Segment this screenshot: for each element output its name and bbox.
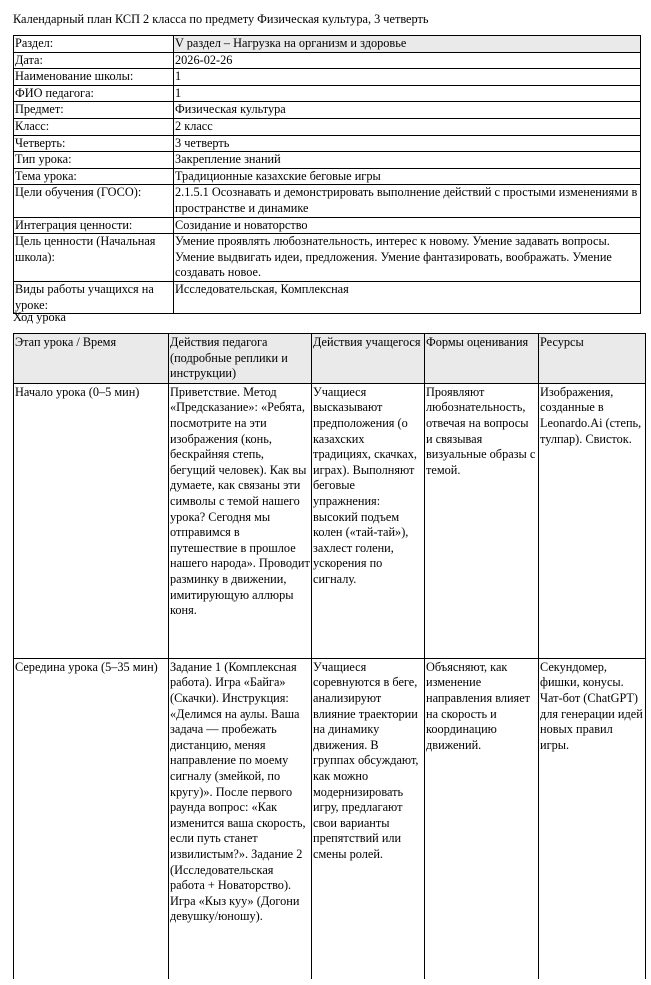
info-value: 3 четверть <box>174 135 641 152</box>
info-label: Цели обучения (ГОСО): <box>14 185 174 217</box>
info-row <box>14 69 641 86</box>
info-row <box>14 217 641 234</box>
info-label: Виды работы учащихся на уроке: <box>14 281 174 313</box>
info-label: Четверть: <box>14 135 174 152</box>
header-cell-assessment: Формы оценивания <box>425 334 539 384</box>
info-row <box>14 281 641 313</box>
table-row <box>14 658 646 979</box>
info-value: Традиционные казахские беговые игры <box>174 168 641 185</box>
info-row <box>14 102 641 119</box>
teacher-actions-cell: Приветствие. Метод «Предсказание»: «Ребята, посмотрите на эти изображения (конь, бескрайняя степь, бегущий человек). Как вы думаете, как связаны эти символы с темой нашего урока? Сегодня мы отправимся в путешествие в прошлое нашего народа». Проводит разминку в движении, имитирующую аллюры коня. <box>169 383 312 658</box>
info-value: 1 <box>174 69 641 86</box>
info-label: Класс: <box>14 118 174 135</box>
info-label: Интеграция ценности: <box>14 217 174 234</box>
resources-cell: Изображения, созданные в Leonardo.Ai (степь, тулпар). Свисток. <box>539 383 646 658</box>
info-row <box>14 85 641 102</box>
info-value: Созидание и новаторство <box>174 217 641 234</box>
info-value: 2026-02-26 <box>174 52 641 69</box>
student-actions-cell: Учащиеся соревнуются в беге, анализируют влияние траектории на динамику движения. В группах обсуждают, как можно модернизировать игру, предлагают свои варианты препятствий или смены ролей. <box>312 658 425 979</box>
info-value: 2.1.5.1 Осознавать и демонстрировать выполнение действий с простыми изменениями в пространстве и динамике <box>174 185 641 217</box>
lesson-steps-table <box>13 333 646 979</box>
info-row <box>14 168 641 185</box>
info-row <box>14 118 641 135</box>
info-label: ФИО педагога: <box>14 85 174 102</box>
stage-cell: Середина урока (5–35 мин) <box>14 658 169 979</box>
student-actions-cell: Учащиеся высказывают предположения (о казахских традициях, скачках, играх). Выполняют беговые упражнения: высокий подъем колен («тай-тай»), захлест голени, ускорения по сигналу. <box>312 383 425 658</box>
header-cell-student: Действия учащегося <box>312 334 425 384</box>
info-value: Физическая культура <box>174 102 641 119</box>
info-label: Цель ценности (Начальная школа): <box>14 234 174 282</box>
header-cell-teacher: Действия педагога (подробные реплики и инструкции) <box>169 334 312 384</box>
info-label: Тема урока: <box>14 168 174 185</box>
section-heading: Ход урока <box>13 310 66 324</box>
info-row <box>14 52 641 69</box>
info-label: Тип урока: <box>14 152 174 169</box>
info-value: 2 класс <box>174 118 641 135</box>
lesson-info-table <box>13 35 641 314</box>
info-label: Дата: <box>14 52 174 69</box>
stage-cell: Начало урока (0–5 мин) <box>14 383 169 658</box>
info-row <box>14 185 641 217</box>
table-row <box>14 383 646 658</box>
document-title: Календарный план КСП 2 класса по предмету Физическая культура, 3 четверть <box>13 12 429 26</box>
info-value: Исследовательская, Комплексная <box>174 281 641 313</box>
header-cell-resources: Ресурсы <box>539 334 646 384</box>
resources-cell: Секундомер, фишки, конусы. Чат-бот (ChatGPT) для генерации идей новых правил игры. <box>539 658 646 979</box>
info-label: Наименование школы: <box>14 69 174 86</box>
info-row <box>14 152 641 169</box>
info-value: Умение проявлять любознательность, интерес к новому. Умение задавать вопросы. Умение выдвигать идеи, предложения. Умение фантазировать, воображать. Умение создавать новое. <box>174 234 641 282</box>
teacher-actions-cell: Задание 1 (Комплексная работа). Игра «Байга» (Скачки). Инструкция: «Делимся на аулы. Ваша задача — пробежать дистанцию, меняя направление по моему сигналу (змейкой, по кругу)». После первого раунда вопрос: «Как изменится ваша скорость, если путь станет извилистым?». Задание 2 (Исследовательская работа + Новаторство). Игра «Кыз куу» (Догони девушку/юношу). <box>169 658 312 979</box>
info-row <box>14 36 641 53</box>
assessment-cell: Проявляют любознательность, отвечая на вопросы и связывая визуальные образы с темой. <box>425 383 539 658</box>
header-cell-stage: Этап урока / Время <box>14 334 169 384</box>
steps-header-row <box>14 334 646 384</box>
info-value: V раздел – Нагрузка на организм и здоровье <box>174 36 641 53</box>
info-value: 1 <box>174 85 641 102</box>
info-row <box>14 135 641 152</box>
info-value: Закрепление знаний <box>174 152 641 169</box>
assessment-cell: Объясняют, как изменение направления влияет на скорость и координацию движений. <box>425 658 539 979</box>
info-label: Раздел: <box>14 36 174 53</box>
info-row <box>14 234 641 282</box>
info-label: Предмет: <box>14 102 174 119</box>
